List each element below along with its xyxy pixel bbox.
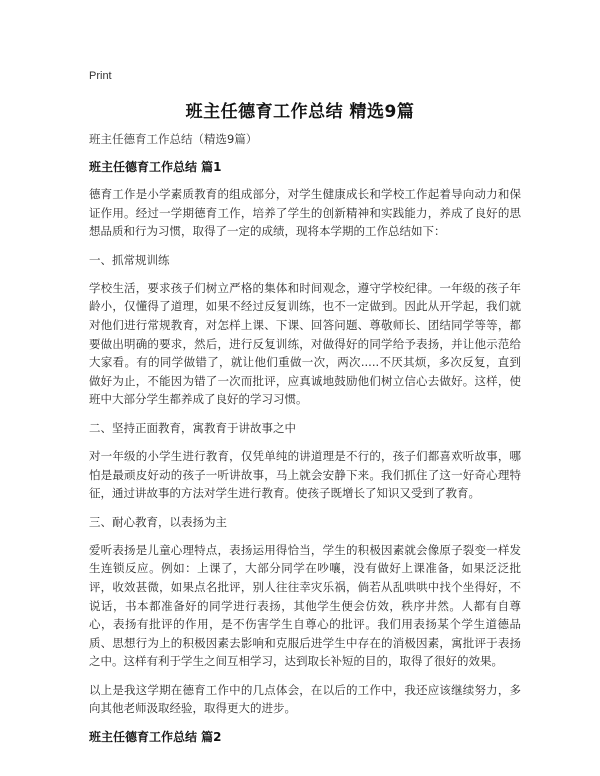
document-subtitle: 班主任德育工作总结（精选9篇） [89,132,258,146]
item-paragraph-2: 对一年级的小学生进行教育，仅凭单纯的讲道理是不行的，孩子们都喜欢听故事，哪怕是最顽皮好动的孩子一听讲故事，马上就会安静下来。我们抓住了这一好奇心理特征，通过讲故事的方法对学生进行教育。使孩子既增长了知识又受到了教育。 [89,448,521,501]
intro-paragraph: 德育工作是小学素质教育的组成部分，对学生健康成长和学校工作起着导向动力和保证作用。经过一学期德育工作，培养了学生的创新精神和实践能力，养成了良好的思想品质和行为习惯，取得了一定的成绩，现将本学期的工作总结如下： [89,187,521,239]
item-paragraph-3: 爱听表扬是儿童心理特点，表扬运用得恰当，学生的积极因素就会像原子裂变一样发生连锁反应。例如：上课了，大部分同学在吵嚷，没有做好上课准备，如果泛泛批评，收效甚微，如果点名批评，别人往往幸灾乐祸，倘若从乱哄哄中找个坐得好，不说话，书本都准备好的同学进行表扬，其他学生便会仿效，秩序井然。人都有自尊心，表扬有批评的作用，是不伤害学生自尊心的批评。我们用表扬某个学生道德品质、思想行为上的积极因素去影响和克服后进学生中存在的消极因素，寓批评于表扬之中。这样有利于学生之间互相学习，达到取长补短的目的，取得了很好的效果。 [89,542,521,669]
document-body [89,130,521,755]
print-label: Print [89,70,112,82]
closing-paragraph: 以上是我这学期在德育工作中的几点体会，在以后的工作中，我还应该继续努力，多向其他老师汲取经验，取得更大的进步。 [89,682,521,716]
section-heading-2: 班主任德育工作总结 篇2 [89,730,222,745]
item-heading-3: 三、耐心教育，以表扬为主 [89,514,227,529]
item-paragraph-1: 学校生活，要求孩子们树立严格的集体和时间观念，遵守学校纪律。一年级的孩子年龄小，仅懂得了道理，如果不经过反复训练，也不一定做到。因此从开学起，我们就对他们进行常规教育，对怎样上课、下课、回答问题、尊敬师长、团结同学等等，都要做出明确的要求，然后，进行反复训练，对做得好的同学给予表扬，并让他示范给大家看。有的同学做错了，就让他们重做一次，两次.....不厌其烦，多次反复，直到做好为止，不能因为错了一次而批评，应真诚地鼓励他们树立信心去做好。这样，使班中大部分学生都养成了良好的学习习惯。 [89,280,521,407]
item-heading-1: 一、抓常规训练 [89,252,170,267]
section-heading-1: 班主任德育工作总结 篇1 [89,160,222,174]
page-title: 班主任德育工作总结 精选9篇 [185,102,415,122]
item-heading-2: 二、坚持正面教育，寓教育于讲故事之中 [89,420,296,435]
